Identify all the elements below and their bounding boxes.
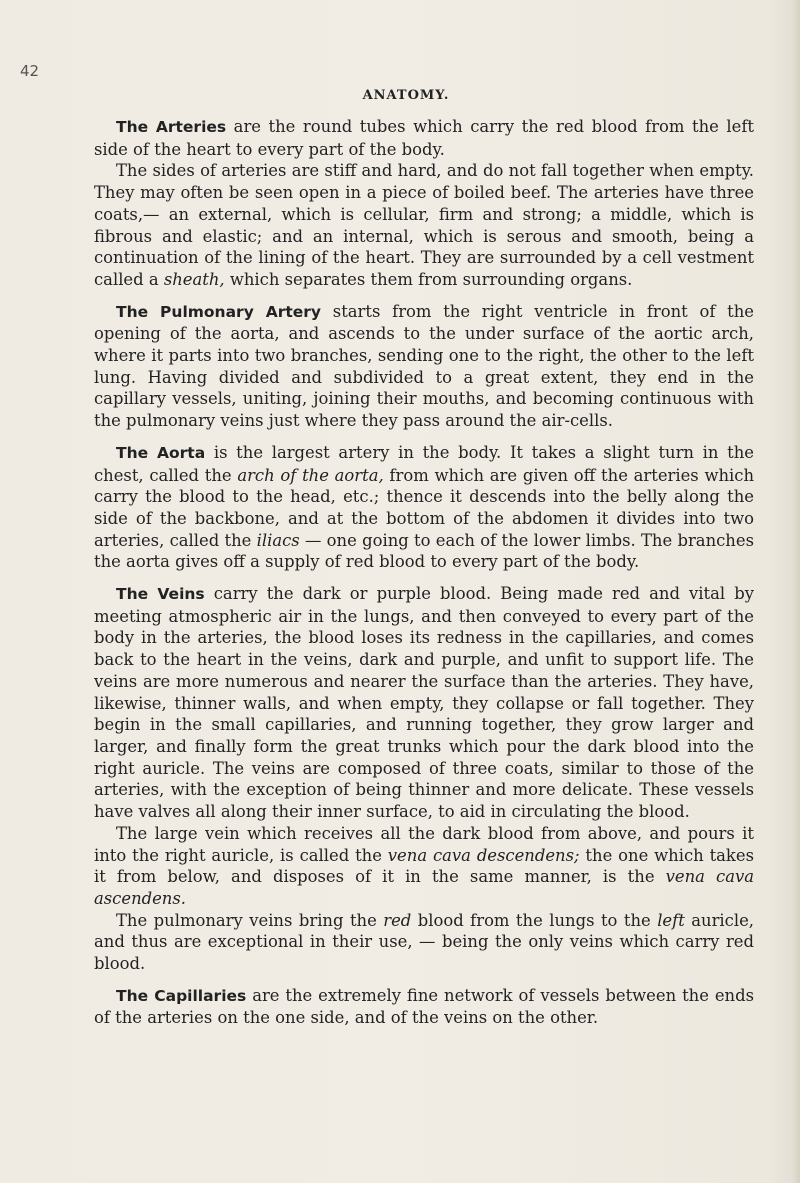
paragraph-text: is the largest artery in the body. It takes a slight turn in the chest, called the xyxy=(94,442,754,485)
running-head: ANATOMY. xyxy=(362,88,450,103)
paragraph-text: carry the dark or purple blood. Being made red and vital by meeting atmospheric air in the lungs, and then conveyed to every part of the body in the arteries, the blood loses its redness in the capillaries, and comes back to the heart in the veins, dark and purple, and unfit to support life. The veins are more numerous and nearer the surface than the arteries. They have, likewise, thinner walls, and when empty, they collapse or fall together. They begin in the small capillaries, and running together, they grow larger and larger, and finally form the great trunks which pour the dark blood into the right auricle. The veins are composed of three coats, similar to those of the arteries, with the exception of being thinner and more delicate. These vessels have valves all along their inner surface, to aid in circulating the blood. xyxy=(94,584,754,822)
paragraph-text: — one going to each of the lower limbs. The branches the aorta gives off a supply of red blood to every part of the body. xyxy=(94,530,754,572)
paragraph xyxy=(94,301,754,432)
paragraph-heading: The Capillaries xyxy=(116,986,247,1005)
paragraph-text: are the extremely fine network of vessels between the ends of the arteries on the one side, and of the veins on the other. xyxy=(94,985,754,1028)
paragraph xyxy=(94,160,754,290)
page-number: 42 xyxy=(20,62,40,80)
paragraph xyxy=(94,116,754,160)
paragraph-text: starts from the right ventricle in front of the opening of the aorta, and ascends to the under surface of the aortic arch, where it parts into two branches, sending one to the right, the other to the left lung. Having divided and subdivided to a great extent, they end in the capillary vessels, uniting, joining their mouths, and becoming continuous with the pulmonary veins just where they pass around the air-cells. xyxy=(94,301,754,431)
italic-term: left xyxy=(657,910,685,930)
paragraph-text: which separates them from surrounding organs. xyxy=(224,269,633,289)
italic-term: sheath, xyxy=(163,269,225,289)
italic-term: arch of the aorta, xyxy=(237,465,384,485)
paragraph xyxy=(94,442,754,573)
paragraph-heading: The Aorta xyxy=(116,443,206,462)
paragraph xyxy=(94,985,754,1029)
paragraph-heading: The Pulmonary Artery xyxy=(116,302,322,321)
paragraph-text: The sides of arteries are stiff and hard, and do not fall together when empty. They may often be seen open in a piece of boiled beef. The arteries have three coats,— an external, which is cellular, firm and strong; a middle, which is fibrous and elastic; and an internal, which is serous and smooth, being a continuation of the lining of the heart. They are surrounded by a cell vestment called a xyxy=(94,161,754,289)
page-edge-shadow xyxy=(792,0,800,1183)
paragraph-text: auricle, and thus are exceptional in their use, — being the only veins which carry red blood. xyxy=(94,910,754,974)
paragraph xyxy=(94,823,754,910)
italic-term: iliacs xyxy=(256,530,300,550)
italic-term: red xyxy=(383,910,412,930)
body-text xyxy=(94,116,754,1029)
italic-term: vena cava ascendens. xyxy=(94,867,754,908)
paragraph-text: from which are given off the arteries which carry the blood to the head, etc.; thence it descends into the belly along the side of the backbone, and at the bottom of the abdomen it divides into two arteries, called the xyxy=(94,465,755,550)
paragraph-text: The large vein which receives all the dark blood from above, and pours it into the right auricle, is called the xyxy=(94,823,754,865)
paragraph-heading: The Veins xyxy=(116,585,205,604)
paragraph-text: blood from the lungs to the xyxy=(411,910,658,930)
italic-term: vena cava descendens; xyxy=(387,845,580,865)
paragraph-text: The pulmonary veins bring the xyxy=(116,910,384,930)
paragraph xyxy=(94,583,754,823)
paragraph-heading: The Arteries xyxy=(116,118,227,136)
paragraph-text: are the round tubes which carry the red blood from the left side of the heart to every part of the body. xyxy=(94,117,754,159)
paragraph-text: the one which takes it from below, and disposes of it in the same manner, is the xyxy=(94,845,754,887)
paragraph xyxy=(94,910,754,975)
